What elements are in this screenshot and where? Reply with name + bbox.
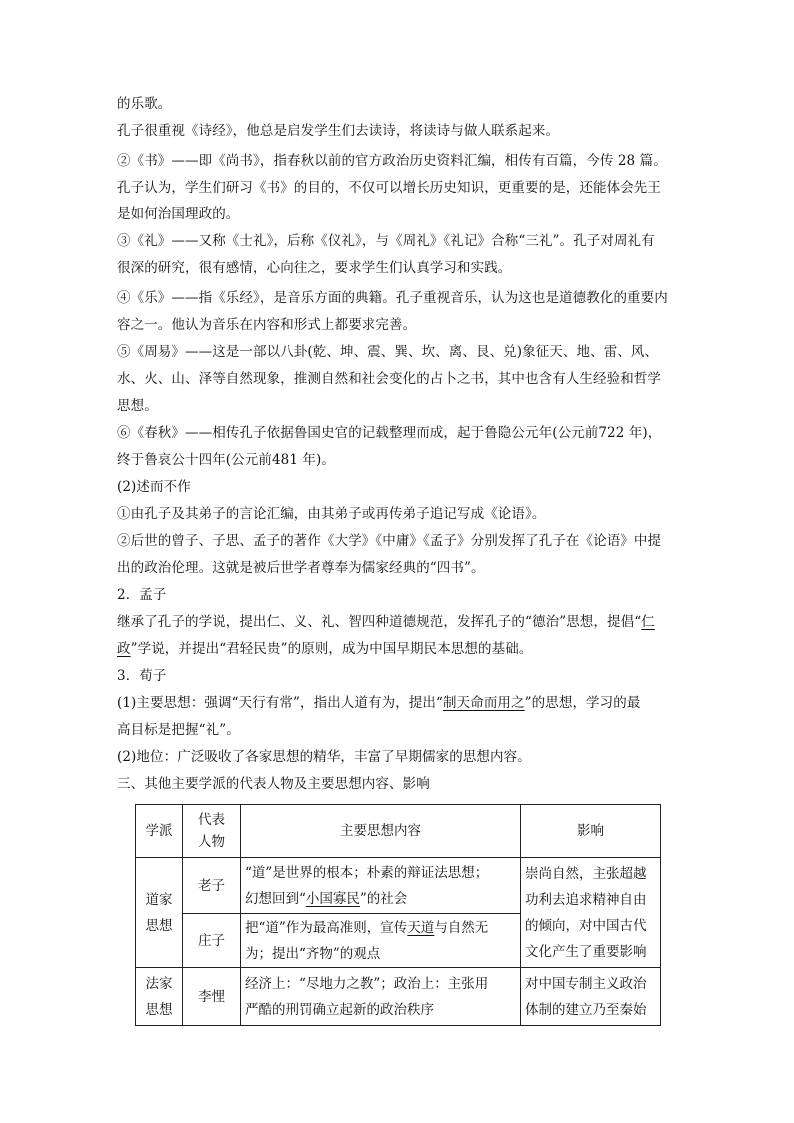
text-line: 水、火、山、泽等自然现象，推测自然和社会变化的占卜之书，其中也含有人生经验和哲学 <box>117 371 661 387</box>
influence-legalist <box>521 968 661 1026</box>
underlined-term: 政 <box>117 641 131 657</box>
mencius-text <box>117 612 682 632</box>
school-name-line: 法家 <box>145 975 173 992</box>
content-part: 幻想回到“ <box>245 890 306 907</box>
figure-likui: 李悝 <box>183 968 241 1026</box>
subheading: (2)述而不作 <box>117 479 191 495</box>
content-line <box>245 886 516 912</box>
influence-line: 的倾向，对中国古代 <box>525 917 647 934</box>
xunzi-point-1-cont: 高目标是把握“礼”。 <box>117 722 240 738</box>
text-line: 终于鲁哀公十四年(公元前481 年)。 <box>117 452 335 468</box>
header-school: 学派 <box>136 805 183 858</box>
text-line: 出的政治伦理。这就是被后世学者尊奉为儒家经典的“四书”。 <box>117 560 485 576</box>
content-likui <box>241 968 521 1026</box>
influence-daoist <box>521 858 661 968</box>
header-figure-line: 代表 <box>198 812 225 828</box>
content-line: 经济上：“尽地力之教”；政治上：主张用 <box>245 975 489 992</box>
section-heading-xunzi: 3．荀子 <box>117 668 167 684</box>
figure-zhuangzi: 庄子 <box>183 914 241 968</box>
content-zhuangzi <box>241 914 521 968</box>
content-line: 严酷的刑罚确立起新的政治秩序 <box>245 1001 434 1018</box>
underlined-term: 小国寡民 <box>305 890 360 907</box>
table-row <box>136 858 661 914</box>
figure-laozi: 老子 <box>183 858 241 914</box>
mencius-text <box>117 639 682 659</box>
underlined-term: 天道 <box>407 919 435 936</box>
text-line: 孔子认为，学生们研习《书》的目的，不仅可以增长历史知识，更重要的是，还能体会先王 <box>117 180 661 196</box>
content-part: 把“道”作为最高准则，宣传 <box>245 919 408 936</box>
content-line: 为；提出“齐物”的观点 <box>245 945 381 962</box>
xunzi-text-part: (1)主要思想：强调“天行有常”，指出人道有为，提出“ <box>117 695 444 711</box>
influence-line: 功利去追求精神自由 <box>525 891 647 908</box>
content-line: “道”是世界的根本；朴素的辩证法思想； <box>245 864 489 881</box>
xunzi-text-part: ”的思想，学习的最 <box>524 695 641 711</box>
text-line: 容之一。他认为音乐在内容和形式上都要求完善。 <box>117 317 417 333</box>
text-line: 思想。 <box>117 398 158 414</box>
text-line: 的乐歌。 <box>117 96 172 112</box>
content-laozi <box>241 858 521 914</box>
table-row <box>136 968 661 1026</box>
text-line: 孔子很重视《诗经》，他总是启发学生们去读诗，将读诗与做人联系起来。 <box>117 123 560 139</box>
section-three-title: 三、其他主要学派的代表人物及主要思想内容、影响 <box>117 776 430 792</box>
text-line: 是如何治国理政的。 <box>117 206 240 222</box>
school-legalist <box>136 968 183 1026</box>
header-influence: 影响 <box>521 805 661 858</box>
text-line: 很深的研究，很有感情，心向往之，要求学生们认真学习和实践。 <box>117 260 512 276</box>
text-line: ⑤《周易》——这是一部以八卦(乾、坤、震、巽、坎、离、艮、兑)象征天、地、雷、风、 <box>117 344 659 360</box>
mencius-text-part: 继承了孔子的学说，提出仁、义、礼、智四种道德规范，发挥孔子的“德治”思想，提倡“ <box>117 614 642 630</box>
text-line: ①由孔子及其弟子的言论汇编，由其弟子或再传弟子追记写成《论语》。 <box>117 506 546 522</box>
content-line <box>245 915 516 941</box>
text-line: ④《乐》——指《乐经》，是音乐方面的典籍。孔子重视音乐，认为这也是道德教化的重要内 <box>117 290 668 306</box>
influence-line: 体制的建立乃至秦始 <box>525 1001 647 1018</box>
school-daoist <box>136 858 183 968</box>
xunzi-point-1 <box>117 693 682 713</box>
underlined-term: 仁 <box>641 614 655 630</box>
school-name-line: 思想 <box>145 917 173 934</box>
influence-line: 对中国专制主义政治 <box>525 975 647 992</box>
section-heading-mencius: 2．孟子 <box>117 587 167 603</box>
text-line: ③《礼》——又称《士礼》，后称《仪礼》，与《周礼》《礼记》合称“三礼”。孔子对周礼有 <box>117 233 655 249</box>
content-part: ”的社会 <box>359 890 408 907</box>
header-content: 主要思想内容 <box>241 805 521 858</box>
table-header-row <box>136 805 661 858</box>
text-line: ②《书》——即《尚书》，指春秋以前的官方政治历史资料汇编，相传有百篇，今传 28 篇。 <box>117 153 667 169</box>
content-part: 与自然无 <box>434 919 489 936</box>
schools-table <box>135 804 661 1026</box>
xunzi-point-2: (2)地位：广泛吸收了各家思想的精华，丰富了早期儒家的思想内容。 <box>117 749 531 765</box>
text-line: ⑥《春秋》——相传孔子依据鲁国史官的记载整理而成，起于鲁隐公元年(公元前722 年)， <box>117 425 662 441</box>
underlined-term: 制天命而用之 <box>443 695 525 711</box>
influence-line: 文化产生了重要影响 <box>525 943 647 960</box>
text-line: ②后世的曾子、子思、孟子的著作《大学》《中庸》《孟子》分别发挥了孔子在《论语》中提 <box>117 533 662 549</box>
header-figure <box>183 805 241 858</box>
school-name-line: 道家 <box>145 891 173 908</box>
influence-line: 崇尚自然，主张超越 <box>525 865 647 882</box>
mencius-text-part: ”学说，并提出“君轻民贵”的原则，成为中国早期民本思想的基础。 <box>130 641 533 657</box>
header-figure-line: 人物 <box>198 834 225 850</box>
school-name-line: 思想 <box>145 1001 173 1018</box>
